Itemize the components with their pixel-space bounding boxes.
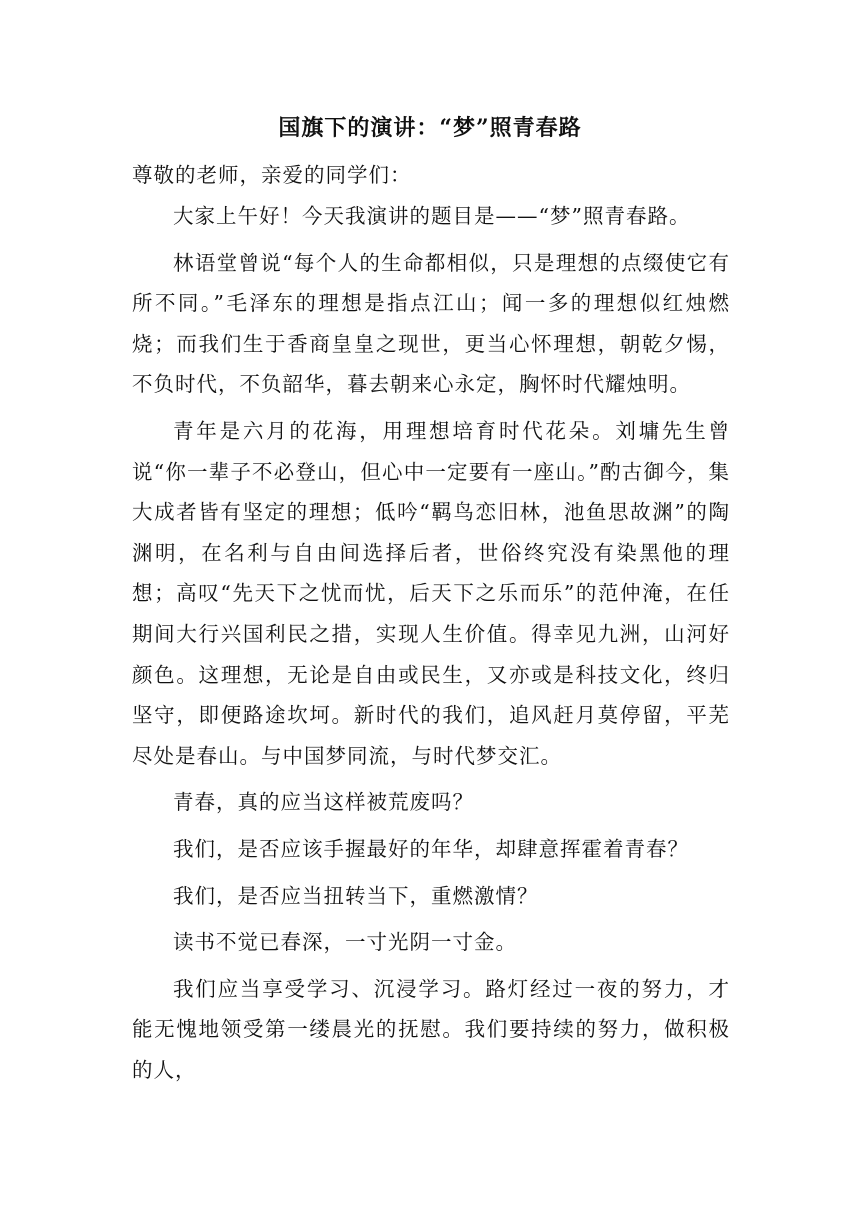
- page-title: 国旗下的演讲：“梦”照青春路: [278, 115, 582, 141]
- paragraph: 林语堂曾说“每个人的生命都相似，只是理想的点缀使它有所不同。”毛泽东的理想是指点江山；闻一多的理想似红烛燃烧；而我们生于香商皇皇之现世，更当心怀理想，朝乾夕惕，不负时代，不负韶华，暮去朝来心永定，胸怀时代耀烛明。: [132, 250, 730, 397]
- document-body: [132, 156, 730, 1096]
- paragraph: 大家上午好！今天我演讲的题目是——“梦”照青春路。: [173, 204, 691, 228]
- paragraph: 青春，真的应当这样被荒废吗？: [173, 790, 474, 815]
- paragraph: 青年是六月的花海，用理想培育时代花朵。刘墉先生曾说“你一辈子不必登山，但心中一定要有一座山。”酌古御今，集大成者皆有坚定的理想；低吟“羁鸟恋旧林，池鱼思故渊”的陶渊明，在名利与自由间选择后者，世俗终究没有染黑他的理想；高叹“先天下之忧而忧，后天下之乐而乐”的范仲淹，在任期间大行兴国利民之措，实现人生价值。得幸见九洲，山河好颜色。这理想，无论是自由或民生，又亦或是科技文化，终归坚守，即便路途坎坷。新时代的我们，追风赶月莫停留，平芜尽处是春山。与中国梦同流，与时代梦交汇。: [132, 418, 730, 768]
- paragraph: 我们，是否应当扭转当下，重燃激情？: [173, 883, 539, 908]
- paragraph: 我们应当享受学习、沉浸学习。路灯经过一夜的努力，才能无愧地领受第一缕晨光的抚慰。我们要持续的努力，做积极的人，: [132, 976, 730, 1082]
- paragraph: 读书不觉已春深，一寸光阴一寸金。: [173, 930, 517, 955]
- paragraph: 我们，是否应该手握最好的年华，却肆意挥霍着青春？: [173, 836, 689, 861]
- greeting: 尊敬的老师，亲爱的同学们：: [132, 163, 412, 187]
